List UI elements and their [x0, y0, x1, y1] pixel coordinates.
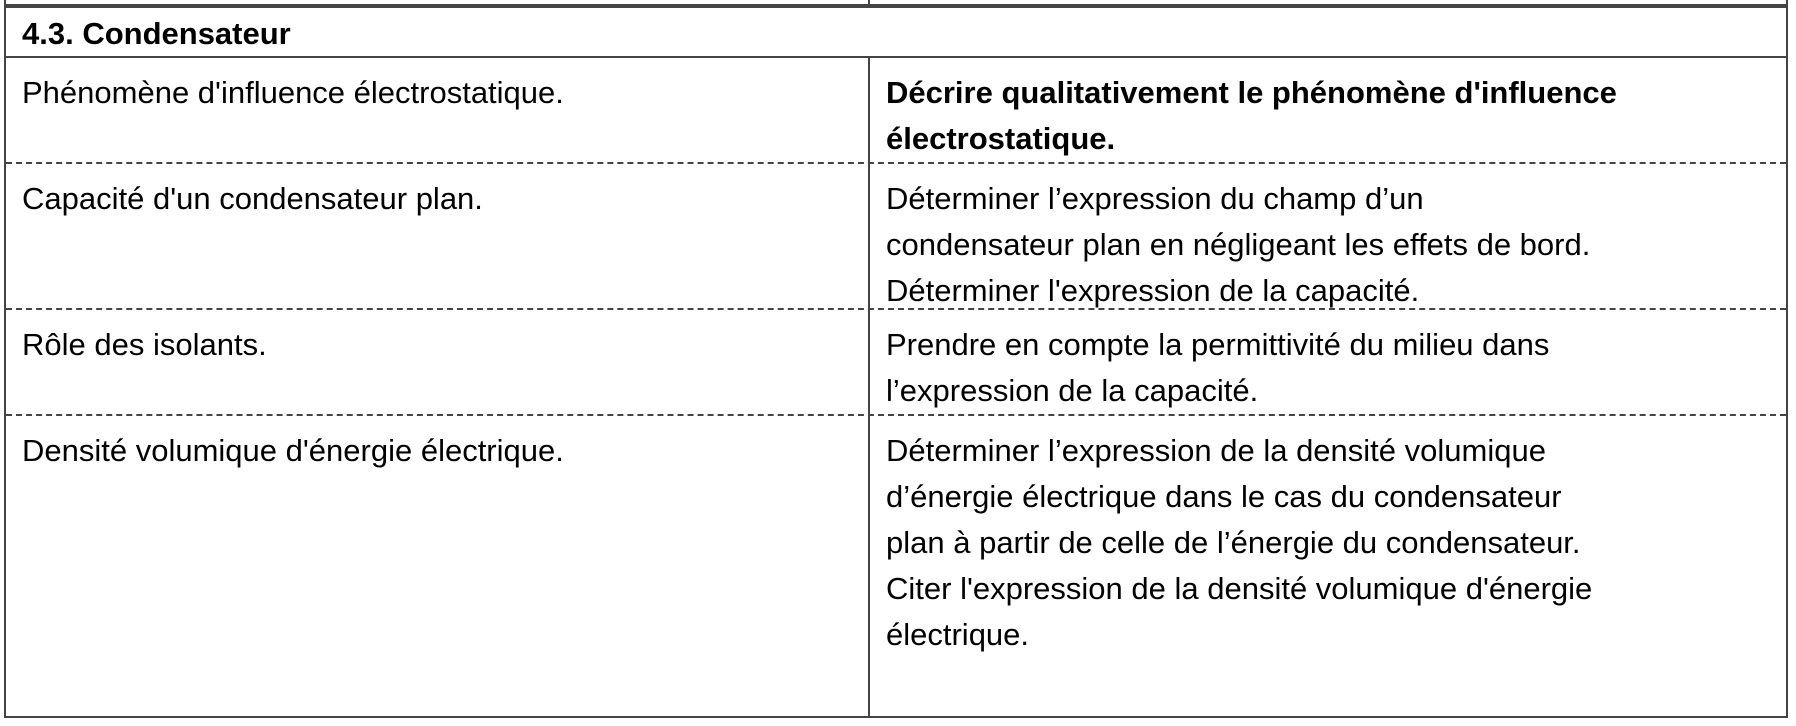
capacity-cell: [886, 322, 1776, 414]
capacity-cell: [886, 176, 1776, 314]
capacity-line: condensateur plan en négligeant les effets de bord.: [886, 227, 1591, 262]
capacity-cell: [886, 428, 1776, 658]
notion-cell: Phénomène d'influence électrostatique.: [22, 75, 564, 110]
notion-cell: Densité volumique d'énergie électrique.: [22, 433, 564, 468]
capacity-line: Déterminer l'expression de la capacité.: [886, 273, 1420, 308]
section-title: 4.3. Condensateur: [22, 16, 291, 51]
capacity-line: Déterminer l’expression du champ d’un: [886, 181, 1424, 216]
table-row: [6, 164, 1786, 310]
table-row: [6, 58, 1786, 164]
capacity-line: électrique.: [886, 617, 1030, 652]
table-row: [6, 416, 1786, 716]
notion-cell: Capacité d'un condensateur plan.: [22, 181, 483, 216]
capacity-line: Citer l'expression de la densité volumique d'énergie: [886, 571, 1593, 606]
column-divider: [868, 0, 870, 4]
capacity-line: plan à partir de celle de l’énergie du condensateur.: [886, 525, 1581, 560]
notion-cell: Rôle des isolants.: [22, 327, 267, 362]
section-header: [6, 8, 1786, 58]
capacity-line: électrostatique.: [886, 121, 1116, 156]
table-row: [6, 310, 1786, 416]
capacity-line: Prendre en compte la permittivité du milieu dans: [886, 327, 1550, 362]
capacity-line: Décrire qualitativement le phénomène d'influence: [886, 75, 1617, 110]
capacity-line: l’expression de la capacité.: [886, 373, 1259, 408]
capacity-cell: [886, 70, 1776, 162]
capacity-line: d’énergie électrique dans le cas du condensateur: [886, 479, 1562, 514]
program-table: [4, 6, 1788, 718]
capacity-line: Déterminer l’expression de la densité volumique: [886, 433, 1546, 468]
